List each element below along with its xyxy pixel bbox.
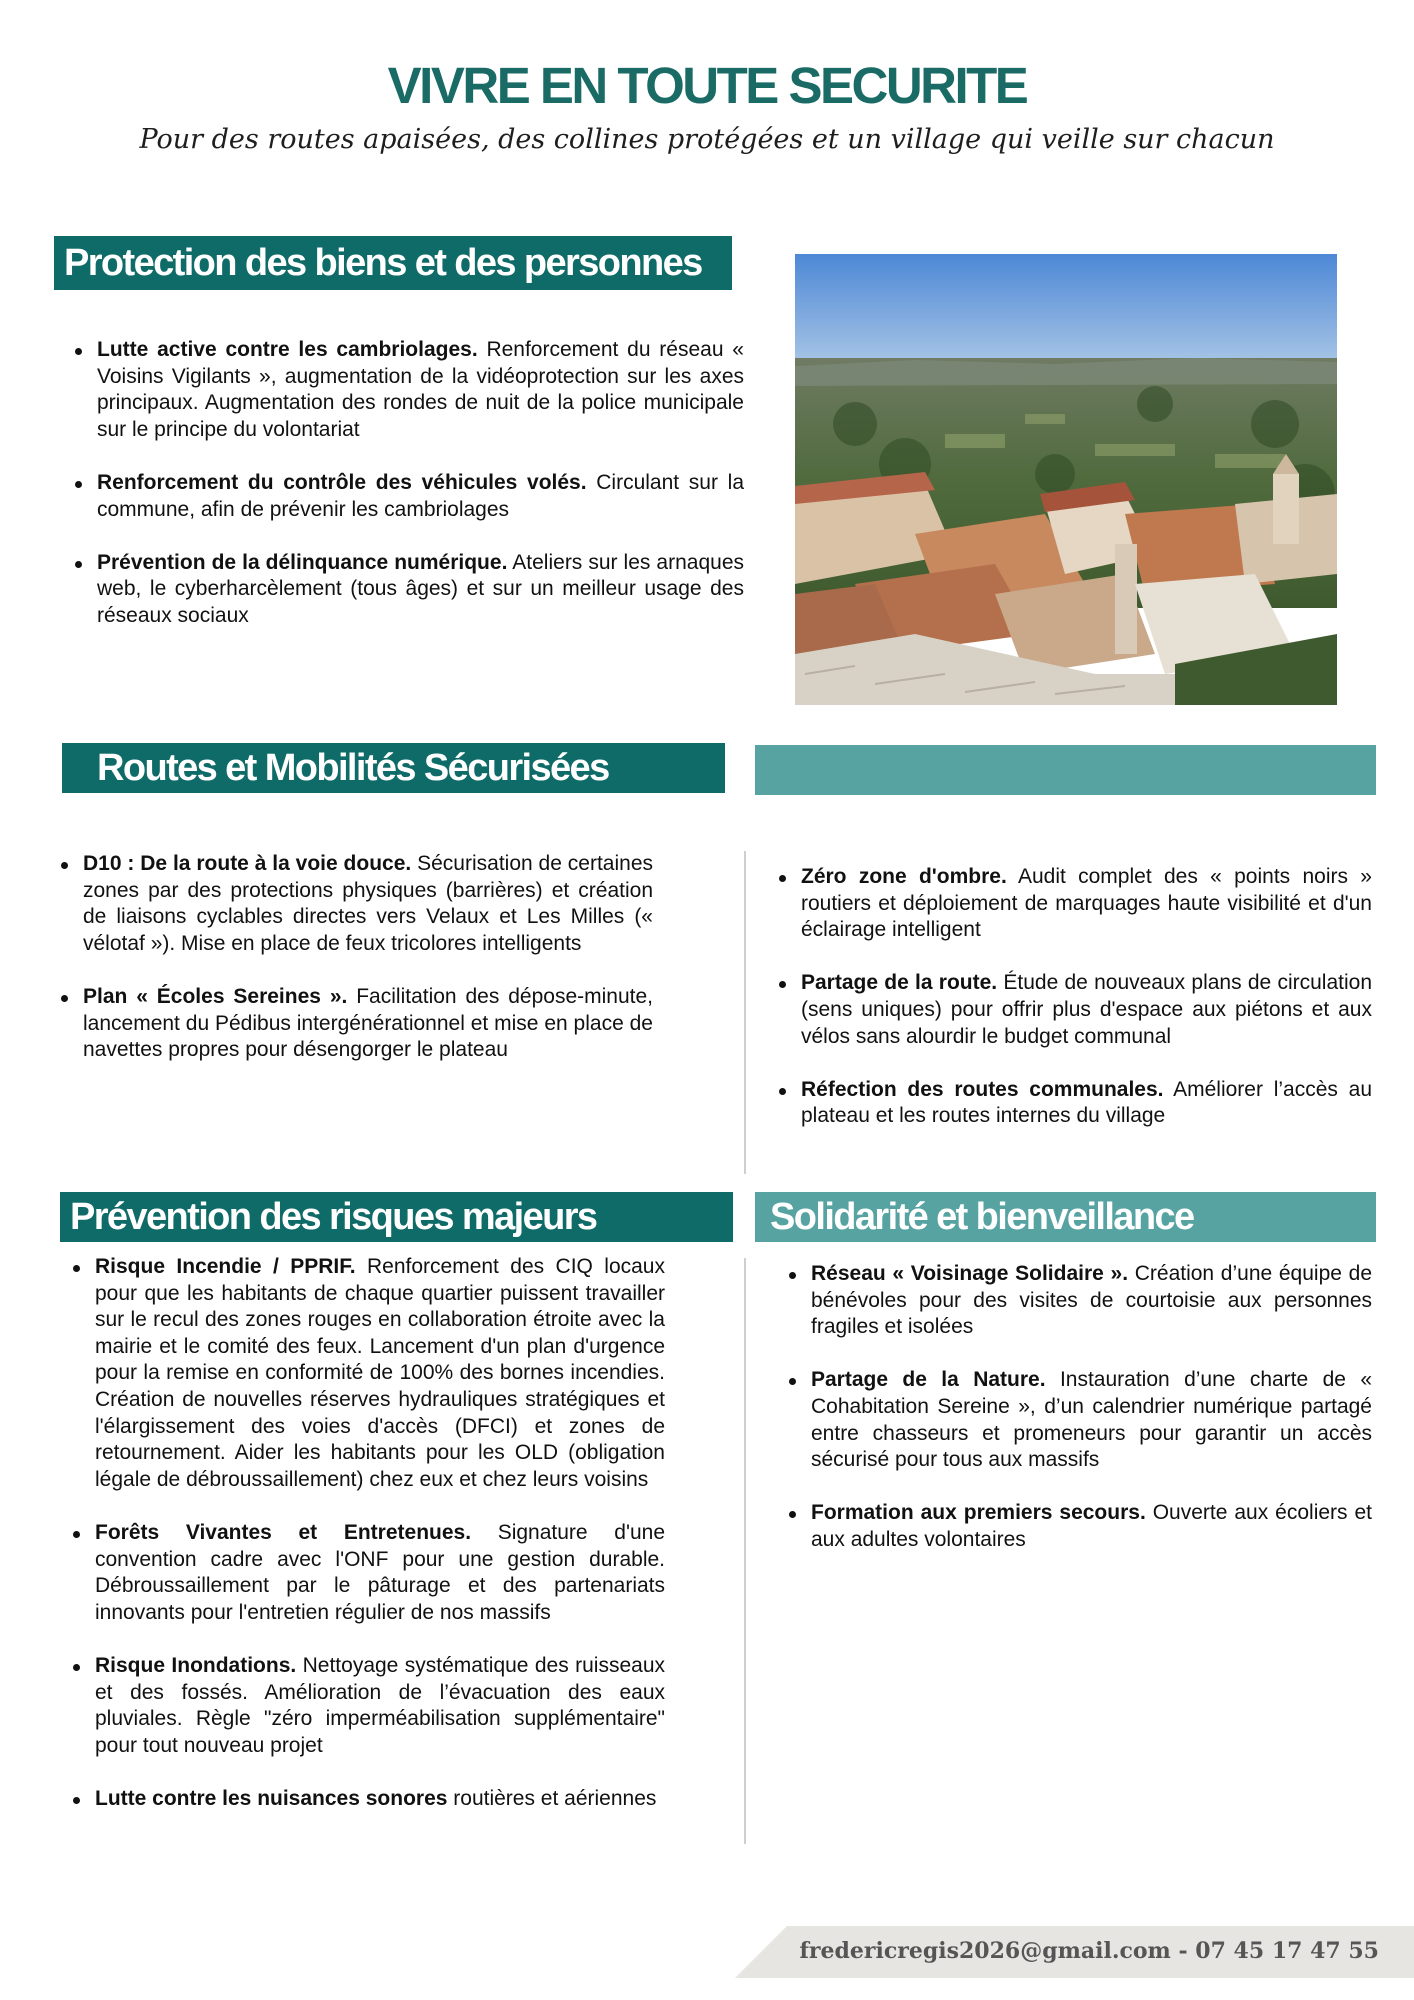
list-item: Lutte active contre les cambriolages. Renforcement du réseau « Voisins Vigilants », augmentation de la vidéoprotection sur les axes principaux. Augmentation des rondes de nuit de la police municipale sur le principe du volontariat — [97, 337, 744, 443]
list-item: Réseau « Voisinage Solidaire ». Création d’une équipe de bénévoles pour des visites de courtoisie aux personnes fragiles et isolées — [811, 1261, 1372, 1341]
list-item: Risque Inondations. Nettoyage systématique des ruisseaux et des fossés. Amélioration de l’évacuation des eaux pluviales. Règle "zéro imperméabilisation supplémentaire" pour tout nouveau projet — [95, 1653, 665, 1759]
list-item: Risque Incendie / PPRIF. Renforcement des CIQ locaux pour que les habitants de chaque quartier puissent travailler sur le recul des zones rouges en collaboration étroite avec la mairie et le comité des feux. Lancement d'un plan d'urgence pour la remise en conformité de 100% des bornes incendies. Création de nouvelles réserves hydrauliques stratégiques et l'élargissement des voies d'accès (DFCI) et zones de retournement. Aider les habitants pour les OLD (obligation légale de débroussaillement) chez eux et chez leurs voisins — [95, 1254, 665, 1493]
list-item: Partage de la route. Étude de nouveaux plans de circulation (sens uniques) pour offrir plus d'espace aux piétons et aux vélos sans alourdir le budget communal — [801, 970, 1372, 1050]
village-photo — [795, 254, 1337, 705]
section-heading-routes — [62, 743, 725, 793]
section-heading-routes-label: Routes et Mobilités Sécurisées — [97, 747, 609, 789]
list-item: Zéro zone d'ombre. Audit complet des « points noirs » routiers et déploiement de marquages haute visibilité et d'un éclairage intelligent — [801, 864, 1372, 944]
section-heading-protection-label: Protection des biens et des personnes — [64, 242, 702, 284]
page-title: VIVRE EN TOUTE SECURITE — [387, 57, 1027, 114]
list-item: Plan « Écoles Sereines ». Facilitation des dépose-minute, lancement du Pédibus intergénérationnel et mise en place de navettes propres pour désengorger le plateau — [83, 984, 653, 1064]
protection-list — [97, 337, 744, 656]
section-heading-solidarite-label: Solidarité et bienveillance — [770, 1196, 1194, 1238]
routes-left-list — [83, 851, 653, 1090]
list-item: Forêts Vivantes et Entretenues. Signature d'une convention cadre avec l'ONF pour une gestion durable. Débroussaillement par le pâturage et des partenariats innovants pour l'entretien régulier de nos massifs — [95, 1520, 665, 1626]
list-item: Lutte contre les nuisances sonores routières et aériennes — [95, 1786, 665, 1813]
footer-contact: fredericregis2026@gmail.com - 07 45 17 47 55 — [799, 1938, 1379, 1964]
column-divider — [744, 1258, 746, 1844]
list-item: Formation aux premiers secours. Ouverte aux écoliers et aux adultes volontaires — [811, 1500, 1372, 1553]
list-item: Renforcement du contrôle des véhicules volés. Circulant sur la commune, afin de prévenir les cambriolages — [97, 470, 744, 523]
routes-right-list — [801, 864, 1372, 1157]
section-heading-risques-label: Prévention des risques majeurs — [70, 1196, 597, 1238]
solidarite-list — [811, 1261, 1372, 1580]
list-item: Réfection des routes communales. Améliorer l’accès au plateau et les routes internes du village — [801, 1077, 1372, 1130]
column-divider — [744, 851, 746, 1174]
list-item: D10 : De la route à la voie douce. Sécurisation de certaines zones par des protections physiques (barrières) et création de liaisons cyclables directes vers Velaux et Les Milles (« vélotaf »). Mise en place de feux tricolores intelligents — [83, 851, 653, 957]
section-heading-risques — [60, 1192, 733, 1242]
section-heading-solidarite — [755, 1192, 1376, 1242]
page-subtitle: Pour des routes apaisées, des collines protégées et un village qui veille sur chacun — [139, 124, 1275, 155]
list-item: Prévention de la délinquance numérique. Ateliers sur les arnaques web, le cyberharcèlement (tous âges) et sur un meilleur usage des réseaux sociaux — [97, 550, 744, 630]
section-heading-routes-bar — [755, 745, 1376, 795]
risques-list — [95, 1254, 665, 1839]
section-heading-protection — [54, 236, 732, 290]
list-item: Partage de la Nature. Instauration d’une charte de « Cohabitation Sereine », d’un calendrier numérique partagé entre chasseurs et promeneurs pour garantir un accès sécurisé pour tous aux massifs — [811, 1367, 1372, 1473]
